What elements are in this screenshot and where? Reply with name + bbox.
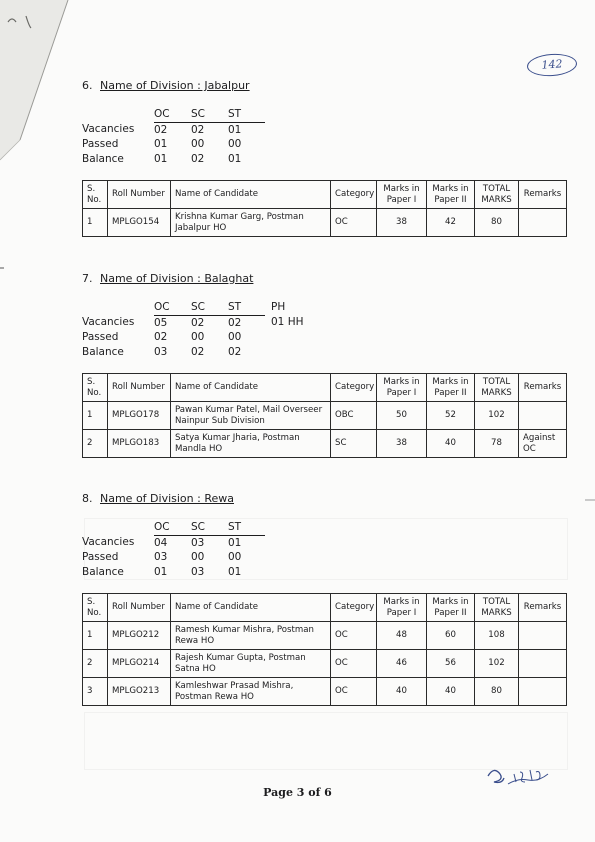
cell-sno: 1	[83, 209, 108, 237]
stat-header: SC	[191, 300, 228, 315]
cell-sno: 2	[83, 650, 108, 678]
stat-value: 01	[228, 536, 242, 549]
vacancy-summary	[82, 300, 319, 359]
stat-value: 02	[191, 152, 205, 165]
stat-value: 01	[154, 565, 168, 578]
cell-remarks	[519, 622, 567, 650]
stat-value: 02	[228, 345, 242, 358]
stat-header: OC	[154, 520, 191, 535]
stat-header: ST	[228, 520, 265, 535]
candidate-table	[82, 180, 567, 237]
cell-sno: 2	[83, 430, 108, 458]
cell-category: OC	[331, 209, 377, 237]
cell-sno: 1	[83, 402, 108, 430]
table-row	[83, 678, 567, 706]
division-section-rewa	[82, 492, 567, 706]
col-header-total: TOTAL MARKS	[475, 181, 519, 209]
stat-value: 02	[154, 123, 168, 136]
stat-label: Vacancies	[82, 123, 135, 136]
stat-value: 02	[154, 331, 168, 343]
cell-paper1: 48	[377, 622, 427, 650]
section-title: Name of Division : Jabalpur	[100, 79, 250, 92]
cell-paper1: 38	[377, 430, 427, 458]
stat-value: 02	[191, 316, 205, 329]
cell-paper2: 56	[427, 650, 475, 678]
stat-header: SC	[191, 520, 228, 535]
section-heading	[82, 79, 567, 92]
section-number: 7.	[82, 272, 93, 285]
cell-total: 102	[475, 650, 519, 678]
col-header-sno: S. No.	[83, 594, 108, 622]
cell-roll: MPLGO154	[108, 209, 171, 237]
page-tag-text: 142	[541, 57, 563, 72]
stat-value: 01 HH	[271, 316, 304, 329]
stat-value: 03	[191, 565, 205, 578]
stat-header: ST	[228, 107, 265, 122]
stat-label: Passed	[82, 331, 119, 343]
cell-paper2: 40	[427, 430, 475, 458]
cell-total: 80	[475, 678, 519, 706]
cell-category: OC	[331, 650, 377, 678]
col-header-name: Name of Candidate	[171, 594, 331, 622]
cell-roll: MPLGO214	[108, 650, 171, 678]
col-header-paper1: Marks in Paper I	[377, 374, 427, 402]
cell-roll: MPLGO212	[108, 622, 171, 650]
stat-header: SC	[191, 107, 228, 122]
stat-value: 00	[228, 331, 242, 343]
col-header-remarks: Remarks	[519, 594, 567, 622]
stat-header: OC	[154, 107, 191, 122]
col-header-roll: Roll Number	[108, 374, 171, 402]
section-title: Name of Division : Rewa	[100, 492, 234, 505]
stat-label: Vacancies	[82, 536, 135, 549]
cell-paper2: 60	[427, 622, 475, 650]
cell-remarks	[519, 650, 567, 678]
cell-category: OC	[331, 622, 377, 650]
stat-value: 04	[154, 536, 168, 549]
cell-paper1: 50	[377, 402, 427, 430]
cell-sno: 3	[83, 678, 108, 706]
col-header-sno: S. No.	[83, 181, 108, 209]
col-header-paper1: Marks in Paper I	[377, 181, 427, 209]
stat-header-blank	[82, 300, 154, 315]
cell-total: 78	[475, 430, 519, 458]
vacancy-summary	[82, 107, 265, 166]
stat-header: OC	[154, 300, 191, 315]
cell-total: 80	[475, 209, 519, 237]
cell-sno: 1	[83, 622, 108, 650]
col-header-category: Category	[331, 374, 377, 402]
stat-header: ST	[228, 300, 265, 315]
stat-value: 01	[154, 138, 168, 150]
candidate-table	[82, 373, 567, 458]
section-title: Name of Division : Balaghat	[100, 272, 254, 285]
cell-remarks	[519, 402, 567, 430]
col-header-name: Name of Candidate	[171, 181, 331, 209]
cell-paper1: 38	[377, 209, 427, 237]
stat-value: 00	[191, 551, 205, 563]
stat-label: Passed	[82, 138, 119, 150]
section-heading	[82, 272, 567, 285]
vacancy-summary	[82, 520, 265, 579]
cell-category: OC	[331, 678, 377, 706]
page-tag-handwritten	[526, 52, 577, 77]
stat-value: 05	[154, 316, 168, 329]
cell-remarks	[519, 678, 567, 706]
col-header-remarks: Remarks	[519, 374, 567, 402]
stat-label: Balance	[82, 565, 124, 578]
cell-roll: MPLGO178	[108, 402, 171, 430]
cell-name: Rajesh Kumar Gupta, Postman Satna HO	[171, 650, 331, 678]
col-header-category: Category	[331, 181, 377, 209]
col-header-sno: S. No.	[83, 374, 108, 402]
division-section-jabalpur	[82, 79, 567, 237]
cell-paper2: 40	[427, 678, 475, 706]
stat-value: 02	[191, 123, 205, 136]
stat-value: 00	[191, 138, 205, 150]
cell-paper2: 52	[427, 402, 475, 430]
stat-value: 00	[228, 138, 242, 150]
cell-name: Krishna Kumar Garg, Postman Jabalpur HO	[171, 209, 331, 237]
col-header-roll: Roll Number	[108, 181, 171, 209]
stat-value: 01	[228, 123, 242, 136]
cell-remarks: Against OC	[519, 430, 567, 458]
stat-value	[265, 330, 319, 345]
section-number: 8.	[82, 492, 93, 505]
candidate-table	[82, 593, 567, 706]
cell-name: Kamleshwar Prasad Mishra, Postman Rewa HO	[171, 678, 331, 706]
cell-paper2: 42	[427, 209, 475, 237]
table-header-row	[83, 181, 567, 209]
stat-value: 03	[154, 551, 168, 563]
cell-name: Ramesh Kumar Mishra, Postman Rewa HO	[171, 622, 331, 650]
table-row	[83, 650, 567, 678]
col-header-total: TOTAL MARKS	[475, 594, 519, 622]
cell-roll: MPLGO183	[108, 430, 171, 458]
stat-value: 01	[154, 152, 168, 165]
col-header-paper2: Marks in Paper II	[427, 594, 475, 622]
col-header-paper2: Marks in Paper II	[427, 181, 475, 209]
cell-roll: MPLGO213	[108, 678, 171, 706]
col-header-paper2: Marks in Paper II	[427, 374, 475, 402]
col-header-category: Category	[331, 594, 377, 622]
stat-label: Passed	[82, 551, 119, 563]
col-header-name: Name of Candidate	[171, 374, 331, 402]
table-row	[83, 622, 567, 650]
stat-value	[265, 345, 319, 360]
stat-header: PH	[271, 301, 286, 314]
section-heading	[82, 492, 567, 505]
cell-name: Pawan Kumar Patel, Mail Overseer Nainpur Sub Division	[171, 402, 331, 430]
stat-label: Balance	[82, 345, 124, 358]
table-row	[83, 209, 567, 237]
stat-label: Balance	[82, 152, 124, 165]
table-row	[83, 402, 567, 430]
stat-value: 01	[228, 152, 242, 165]
page-footer: Page 3 of 6	[263, 786, 332, 799]
section-number: 6.	[82, 79, 93, 92]
col-header-paper1: Marks in Paper I	[377, 594, 427, 622]
cell-name: Satya Kumar Jharia, Postman Mandla HO	[171, 430, 331, 458]
cell-category: OBC	[331, 402, 377, 430]
table-header-row	[83, 374, 567, 402]
cell-total: 102	[475, 402, 519, 430]
stat-value: 02	[191, 345, 205, 358]
col-header-remarks: Remarks	[519, 181, 567, 209]
cell-paper1: 40	[377, 678, 427, 706]
cell-total: 108	[475, 622, 519, 650]
cell-paper1: 46	[377, 650, 427, 678]
table-header-row	[83, 594, 567, 622]
stat-value: 03	[191, 536, 205, 549]
stat-label: Vacancies	[82, 316, 135, 329]
division-section-balaghat	[82, 272, 567, 458]
stat-header-blank	[82, 520, 154, 535]
cell-category: SC	[331, 430, 377, 458]
cell-remarks	[519, 209, 567, 237]
stat-value: 00	[191, 331, 205, 343]
stat-value: 01	[228, 565, 242, 578]
stat-value: 00	[228, 551, 242, 563]
stat-header-blank	[82, 107, 154, 122]
table-row	[83, 430, 567, 458]
stat-value: 03	[154, 345, 168, 358]
col-header-roll: Roll Number	[108, 594, 171, 622]
stat-value: 02	[228, 316, 242, 329]
col-header-total: TOTAL MARKS	[475, 374, 519, 402]
